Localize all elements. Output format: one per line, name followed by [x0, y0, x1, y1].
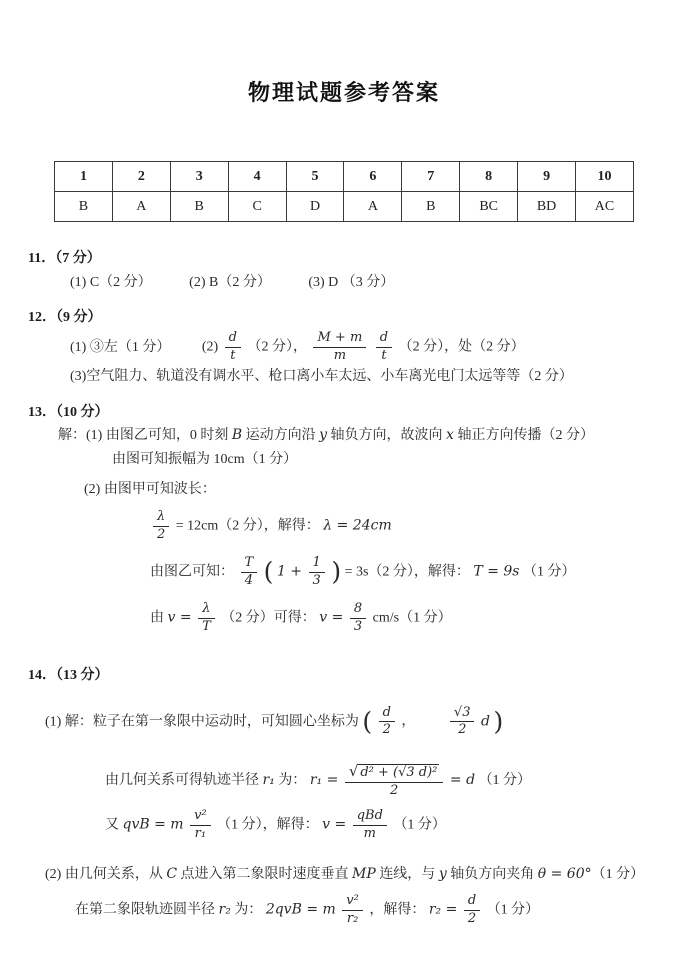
q14-l2-text: 由几何关系可得轨迹半径	[105, 773, 263, 789]
table-header-cell: 5	[286, 162, 344, 192]
table-header-cell: 6	[344, 162, 402, 192]
var-x: x	[446, 427, 454, 444]
frac-den: t	[230, 348, 236, 363]
comma: ，	[401, 714, 416, 730]
q13-l1-text: 轴负方向，故波向	[327, 428, 447, 444]
fraction-d-over-t-2	[376, 331, 392, 364]
sqrt-expression	[348, 762, 440, 781]
frac-den: 2	[157, 527, 166, 543]
frac-num: 8	[350, 602, 366, 619]
frac-num: T	[241, 556, 258, 573]
frac-num: λ	[153, 510, 169, 527]
qvB-equation: qvB = m	[122, 816, 184, 833]
fraction-d-over-2b	[464, 894, 480, 927]
q13-speed-formula	[150, 602, 662, 635]
frac-den: r₂	[346, 910, 359, 926]
frac-num: M + m	[313, 331, 366, 348]
equals-d: = d	[449, 772, 476, 789]
left-paren: (	[362, 706, 373, 736]
answer-table-header-row	[55, 162, 634, 192]
frac-num: v²	[190, 809, 211, 826]
q13-period-equals: = 3s（2 分），解得：	[344, 564, 470, 580]
q13-speed-mid: （2 分）可得：	[221, 610, 316, 626]
q12-part2-text2: （2 分），处（2 分）	[398, 339, 525, 355]
frac-den: 2	[389, 783, 399, 799]
fraction-8-over-3	[350, 602, 366, 635]
frac-num: λ	[198, 602, 215, 619]
table-header-cell: 2	[112, 162, 170, 192]
q14-l3-text: 又	[105, 817, 123, 833]
q14-l4-text: 轴负方向夹角	[446, 867, 538, 883]
q14-l4-text: 点进入第二象限时速度垂直	[177, 867, 353, 883]
frac-den: m	[333, 348, 347, 363]
q13-period-formula	[150, 553, 662, 592]
table-answer-cell: BC	[460, 192, 518, 222]
frac-den: 3	[312, 573, 321, 589]
table-answer-cell: A	[112, 192, 170, 222]
sqrt-radicand: d² + (√3 d)²	[360, 765, 438, 781]
frac-num: √3	[450, 706, 475, 723]
q13-solution-line1	[58, 425, 662, 447]
fraction-Mplusm-over-m	[313, 331, 366, 364]
frac-den: 2	[458, 722, 467, 738]
table-answer-cell: BD	[518, 192, 576, 222]
right-paren: )	[493, 706, 504, 736]
fraction-d-over-t	[225, 331, 241, 364]
one-plus: 1 +	[276, 563, 303, 580]
q14-l1-text: (1) 解：粒子在第一象限中运动时，可知圆心坐标为	[45, 714, 359, 730]
var-y: y	[319, 427, 328, 444]
table-header-cell: 1	[55, 162, 113, 192]
page-title: 物理试题参考答案	[247, 80, 440, 105]
fraction-T-over-4	[241, 556, 258, 589]
q11-part3: (3) D （3 分）	[308, 274, 395, 290]
frac-den: 4	[244, 573, 253, 589]
answer-table	[54, 161, 634, 222]
table-header-cell: 3	[170, 162, 228, 192]
frac-num: d	[225, 331, 241, 348]
q14-part2-line	[45, 864, 662, 886]
q14-l3-mid: （1 分），解得：	[217, 817, 319, 833]
q14-l4-text: 连线，与	[375, 867, 439, 883]
q14-l3-score: （1 分）	[393, 817, 446, 833]
q13-l1-text: 运动方向沿	[242, 428, 320, 444]
q14-heading: 14．（13 分）	[28, 667, 109, 683]
table-answer-cell: AC	[576, 192, 634, 222]
q11-part2: (2) B（2 分）	[189, 274, 271, 290]
q13-l1-text: 轴正方向传播（2 分）	[453, 428, 594, 444]
frac-num: v²	[342, 894, 363, 911]
frac-den: 3	[353, 618, 363, 634]
v-equals: v =	[167, 609, 192, 626]
q13-l1-text: 解：(1) 由图乙可知，0 时刻	[58, 428, 232, 444]
var-d: d	[480, 713, 490, 730]
q13-wavelength-result-text: = 12cm（2 分），解得：	[175, 519, 320, 535]
q13-wavelength-formula	[150, 510, 662, 543]
table-answer-cell: A	[344, 192, 402, 222]
q14-l5-score: （1 分）	[486, 902, 540, 918]
q14-l4-text: (2) 由几何关系，从	[45, 867, 167, 883]
table-answer-cell: B	[170, 192, 228, 222]
frac-num: 1	[309, 556, 325, 573]
fraction-v2-over-r2	[342, 894, 363, 927]
v-equals-2: v =	[319, 609, 344, 626]
table-header-cell: 10	[576, 162, 634, 192]
q13-amplitude-line: 由图可知振幅为 10cm（1 分）	[112, 452, 298, 467]
q11-heading: 11．（7 分）	[28, 251, 101, 266]
2qvB-equation: 2qvB = m	[265, 901, 336, 918]
q11-answers-line	[70, 272, 662, 294]
q12-part1: (1) ③左（1 分）	[70, 339, 171, 355]
table-answer-cell: C	[228, 192, 286, 222]
var-y: y	[438, 866, 447, 883]
frac-den: r₁	[194, 826, 207, 842]
fraction-d-over-2	[379, 706, 395, 739]
frac-num: d	[464, 894, 480, 911]
frac-den: 2	[382, 722, 391, 738]
frac-num: qBd	[353, 809, 387, 826]
q13-part2-intro: (2) 由图甲可知波长：	[84, 481, 216, 497]
q12-part2-label: (2)	[201, 339, 219, 355]
theta-value: θ = 60°	[537, 866, 592, 883]
var-MP: MP	[352, 866, 376, 883]
table-header-cell: 8	[460, 162, 518, 192]
q14-l4-score: （1 分）	[591, 867, 645, 883]
q13-period-intro: 由图乙可知：	[150, 564, 234, 580]
frac-den: 2	[467, 910, 477, 926]
q13-heading: 13．（10 分）	[28, 404, 109, 420]
r2-equals: r₂ =	[428, 901, 458, 918]
q14-part1-line	[45, 703, 662, 742]
q12-part3: (3)空气阻力、轨道没有调水平、枪口离小车太远、小车离光电门太远等等（2 分）	[70, 368, 573, 384]
q14-l5-text: 在第二象限轨迹圆半径	[75, 902, 219, 918]
lambda-value: λ = 24cm	[323, 518, 392, 535]
right-paren: )	[331, 557, 342, 587]
frac-den: t	[381, 348, 387, 363]
q14-l5-mid: ，解得：	[369, 902, 426, 918]
frac-num: d	[376, 331, 392, 348]
table-header-cell: 7	[402, 162, 460, 192]
T-value: T = 9s	[473, 563, 520, 580]
frac-den: T	[202, 618, 211, 634]
answer-table-answer-row	[55, 192, 634, 222]
q12-parts-line	[70, 331, 662, 364]
q13-speed-unit-score: cm/s（1 分）	[372, 610, 452, 626]
frac-den: m	[363, 826, 376, 842]
table-answer-cell: D	[286, 192, 344, 222]
var-r1: r₁	[262, 772, 275, 789]
fraction-sqrt-expression-over-2	[345, 763, 444, 799]
table-header-cell: 9	[518, 162, 576, 192]
table-answer-cell: B	[402, 192, 460, 222]
q14-radius1-line	[105, 763, 662, 799]
q14-l2-score: （1 分）	[478, 773, 532, 789]
q13-period-score: （1 分）	[522, 564, 576, 580]
q14-newton-line	[105, 809, 662, 842]
fraction-1-over-3	[309, 556, 325, 589]
fraction-lambda-over-T	[198, 602, 215, 635]
table-answer-cell: B	[55, 192, 113, 222]
q14-l2-text2: 为：	[274, 773, 307, 789]
table-header-cell: 4	[228, 162, 286, 192]
v-equals-3: v =	[322, 816, 347, 833]
left-paren: (	[263, 557, 274, 587]
frac-num: d	[379, 706, 395, 723]
q12-part2-text1: （2 分），	[247, 339, 307, 355]
frac-num	[345, 763, 444, 783]
fraction-v2-over-r1	[190, 809, 211, 842]
q13-speed-intro: 由	[150, 610, 164, 626]
q14-l5-text2: 为：	[230, 902, 263, 918]
fraction-qBd-over-m	[353, 809, 387, 842]
q12-heading: 12．（9 分）	[28, 310, 102, 326]
fraction-lambda-over-2	[153, 510, 169, 543]
q11-part1: (1) C（2 分）	[70, 274, 152, 290]
r1-equals: r₁ =	[309, 772, 339, 789]
var-B: B	[231, 427, 243, 444]
var-r2: r₂	[218, 901, 231, 918]
sqrt-icon: √	[348, 762, 359, 781]
fraction-sqrt3-over-2	[450, 706, 475, 739]
var-C: C	[166, 866, 178, 883]
q14-radius2-line	[75, 894, 662, 927]
